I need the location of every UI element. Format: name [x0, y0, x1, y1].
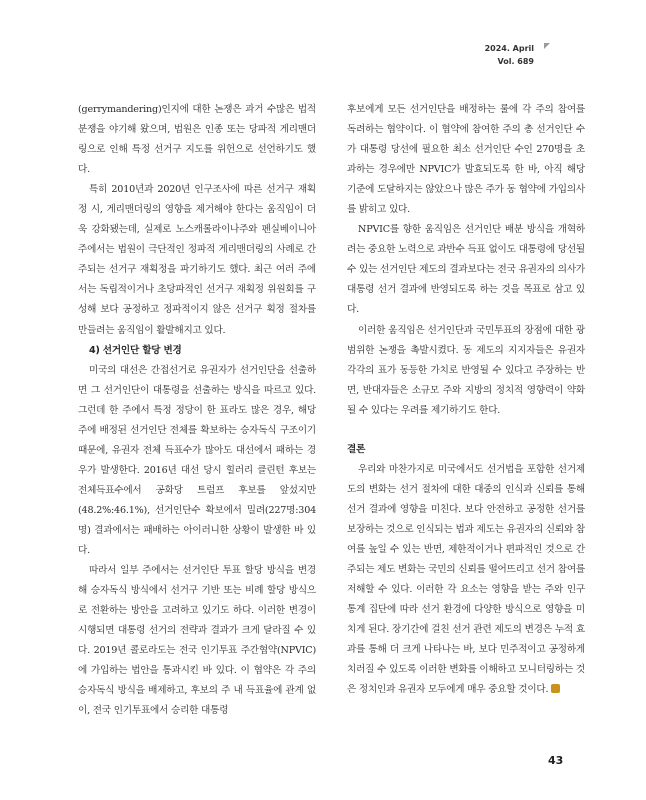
right-column [347, 100, 585, 700]
page-number: 43 [548, 754, 564, 767]
conclusion-text: 우리와 마찬가지로 미국에서도 선거법을 포함한 선거제도의 변화는 선거 절차에 대한 대중의 인식과 신뢰를 통해 선거 결과에 영향을 미친다. 보다 안전하고 공정한 선거를 보장하는 것으로 인식되는 법과 제도는 유권자의 신뢰와 참여를 높일 수 있는 반면, 제한적이거나 편파적인 것으로 간주되는 제도 변화는 국민의 신뢰를 떨어뜨리고 선거 참여를 저해할 수 있다. 이러한 각 요소는 영향을 받는 주와 인구 통계 집단에 따라 선거 환경에 다양한 방식으로 영향을 미치게 된다. 장기간에 걸친 선거 관련 제도의 변경은 누적 효과를 통해 더 크게 나타나는 바, 보다 민주적이고 공정하게 치러질 수 있도록 이러한 변화를 이해하고 모니터링하는 것은 정치인과 유권자 모두에게 매우 중요할 것이다. [347, 463, 585, 696]
paragraph: 미국의 대선은 간접선거로 유권자가 선거인단을 선출하면 그 선거인단이 대통령을 선출하는 방식을 따르고 있다. 그런데 한 주에서 특정 정당이 한 표라도 많은 경우, 해당 주에 배정된 선거인단 전체를 확보하는 승자독식 구조이기 때문에, 유권자 전체 득표수가 많아도 대선에서 패하는 경우가 발생한다. 2016년 대선 당시 힐러리 클린턴 후보는 전체득표수에서 공화당 트럼프 후보를 앞섰지만(48.2%:46.1%), 선거인단수 확보에서 밀려(227명:304명) 결과에서는 패배하는 아이러니한 상황이 발생한 바 있다. [78, 364, 316, 556]
paragraph: 후보에게 모든 선거인단을 배정하는 룰에 각 주의 참여를 독려하는 협약이다. 이 협약에 참여한 주의 총 선거인단 수가 대통령 당선에 필요한 최소 선거인단 수인 270명을 초과하는 경우에만 NPVIC가 발효되도록 한 바, 아직 해당 기준에 도달하지는 않았으나 많은 주가 동 협약에 가입의사를 밝히고 있다. [347, 104, 585, 216]
issue-date: 2024. April [484, 44, 534, 53]
issue-volume: Vol. 689 [497, 57, 534, 66]
paragraph: 이러한 움직임은 선거인단과 국민투표의 장점에 대한 광범위한 논쟁을 촉발시켰다. 동 제도의 지지자들은 유권자 각각의 표가 동등한 가치로 반영될 수 있다고 주장하는 반면, 반대자들은 소규모 주와 지방의 정치적 영향력이 약화될 수 있다는 우려를 제기하기도 한다. [347, 324, 585, 416]
paragraph [347, 460, 585, 701]
issue-header [485, 42, 534, 68]
conclusion-heading: 결론 [347, 443, 366, 455]
left-column [78, 100, 316, 721]
section-heading: 4) 선거인단 할당 변경 [89, 344, 182, 356]
paragraph: NPVIC를 향한 움직임은 선거인단 배분 방식을 개혁하려는 중요한 노력으로 과반수 득표 없이도 대통령에 당선될 수 있는 선거인단 제도의 결과보다는 전국 유권자의 의사가 대통령 선거 결과에 반영되도록 하는 것을 목표로 삼고 있다. [347, 224, 585, 316]
end-of-article-icon [551, 684, 560, 693]
paragraph: (gerrymandering)인지에 대한 논쟁은 과거 수많은 법적 분쟁을 야기해 왔으며, 법원은 인종 또는 당파적 게리맨더링으로 인해 특정 선거구 지도를 위헌으로 선언하기도 했다. [78, 104, 316, 176]
corner-triangle-icon [544, 43, 550, 49]
paragraph: 따라서 일부 주에서는 선거인단 투표 할당 방식을 변경해 승자독식 방식에서 선거구 기반 또는 비례 할당 방식으로 전환하는 방안을 고려하고 있기도 하다. 이러한 변경이 시행되면 대통령 선거의 전략과 결과가 크게 달라질 수 있다. 2019년 콜로라도는 전국 인기투표 주간협약(NPVIC)에 가입하는 법안을 통과시킨 바 있다. 이 협약은 각 주의 승자독식 방식을 배제하고, 후보의 주 내 득표율에 관계 없이, 전국 인기투표에서 승리한 대통령 [78, 565, 316, 717]
paragraph: 특히 2010년과 2020년 인구조사에 따른 선거구 재획정 시, 게리맨더링의 영향을 제거해야 한다는 움직임이 더욱 강화됐는데, 실제로 노스캐롤라이나주와 펜실베이니아주에서는 법원이 극단적인 정파적 게리맨더링의 사례로 간주되는 선거구 재획정을 파기하기도 했다. 최근 여러 주에서는 독립적이거나 초당파적인 선거구 재획정 위원회를 구성해 보다 공정하고 정파적이지 않은 선거구 획정 절차를 만들려는 움직임이 활발해지고 있다. [78, 184, 316, 336]
